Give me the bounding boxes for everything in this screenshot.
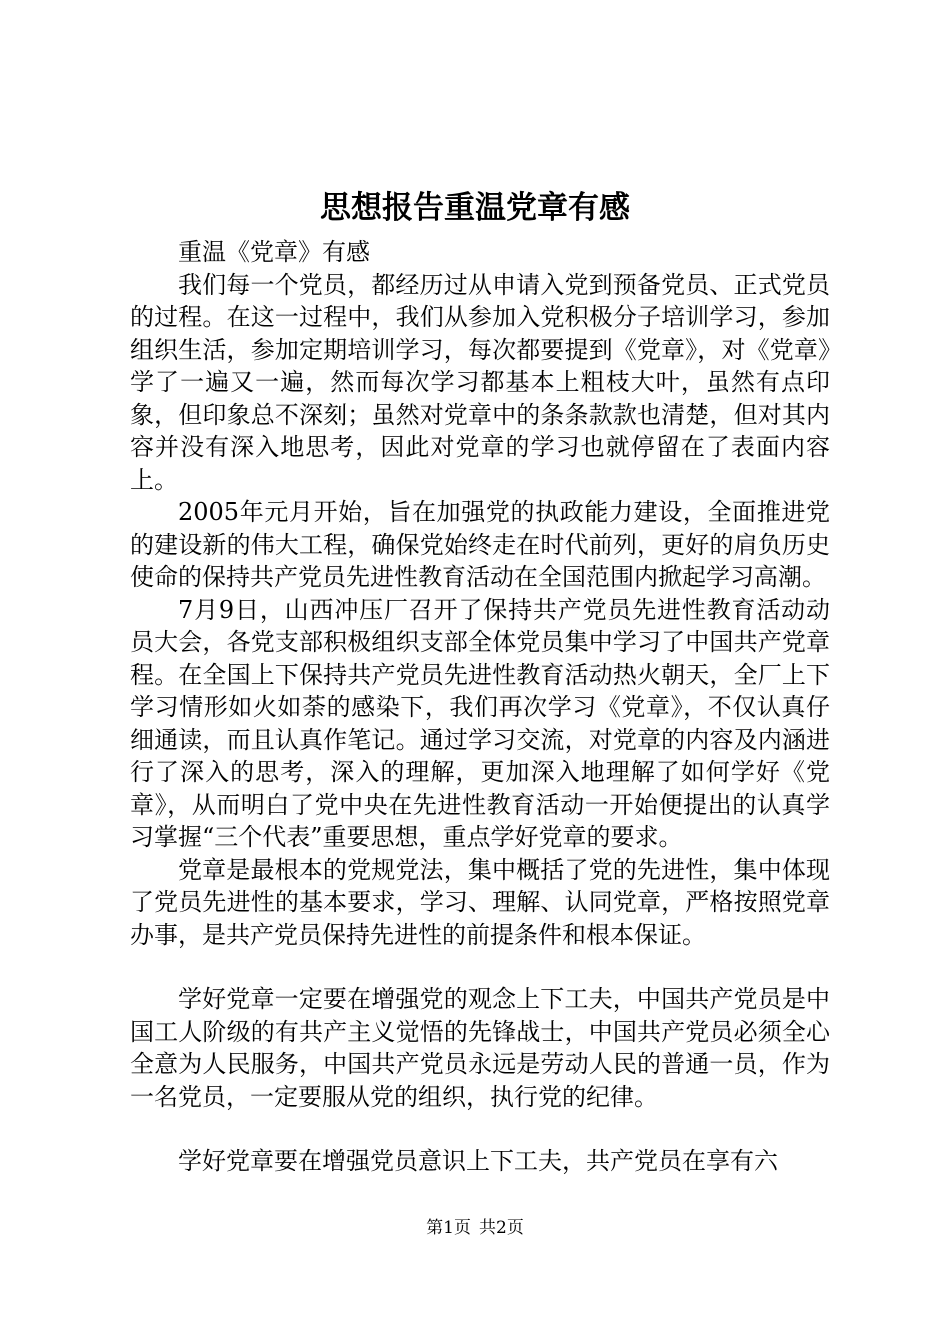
subtitle-paragraph: 重温《党章》有感 bbox=[178, 238, 370, 266]
body-paragraph: 我们每一个党员，都经历过从申请入党到预备党员、正式党员的过程。在这一过程中，我们从参加入党积极分子培训学习，参加组织生活，参加定期培训学习，每次都要提到《党章》，对《党章》学了一遍又一遍，然而每次学习都基本上粗枝大叶，虽然有点印象，但印象总不深刻；虽然对党章中的条条款款也清楚，但对其内容并没有深入地思考，因此对党章的学习也就停留在了表面内容上。 bbox=[130, 270, 830, 494]
page-footer bbox=[0, 1216, 950, 1240]
body-paragraph: 党章是最根本的党规党法，集中概括了党的先进性，集中体现了党员先进性的基本要求，学习、理解、认同党章，严格按照党章办事，是共产党员保持先进性的前提条件和根本保证。 bbox=[130, 855, 830, 949]
body-paragraph: 7月9日，山西冲压厂召开了保持共产党员先进性教育活动动员大会，各党支部积极组织支部全体党员集中学习了中国共产党章程。在全国上下保持共产党员先进性教育活动热火朝天，全厂上下学习情形如火如荼的感染下，我们再次学习《党章》，不仅认真仔细通读，而且认真作笔记。通过学习交流，对党章的内容及内涵进行了深入的思考，深入的理解，更加深入地理解了如何学好《党章》，从而明白了党中央在先进性教育活动一开始便提出的认真学习掌握“三个代表”重要思想，重点学好党章的要求。 bbox=[130, 595, 830, 851]
body-paragraph: 2005年元月开始，旨在加强党的执政能力建设，全面推进党的建设新的伟大工程，确保党始终走在时代前列，更好的肩负历史使命的保持共产党员先进性教育活动在全国范围内掀起学习高潮。 bbox=[130, 498, 830, 591]
body-paragraph: 学好党章要在增强党员意识上下工夫，共产党员在享有六 bbox=[178, 1147, 778, 1175]
page-number: 第1页 bbox=[426, 1218, 471, 1238]
document-title: 思想报告重温党章有感 bbox=[320, 190, 630, 226]
page-total: 共2页 bbox=[479, 1218, 524, 1238]
document-body bbox=[130, 236, 830, 1178]
body-paragraph: 学好党章一定要在增强党的观念上下工夫，中国共产党员是中国工人阶级的有共产主义觉悟的先锋战士，中国共产党员必须全心全意为人民服务，中国共产党员永远是劳动人民的普通一员，作为一名党员，一定要服从党的组织，执行党的纪律。 bbox=[130, 985, 830, 1111]
